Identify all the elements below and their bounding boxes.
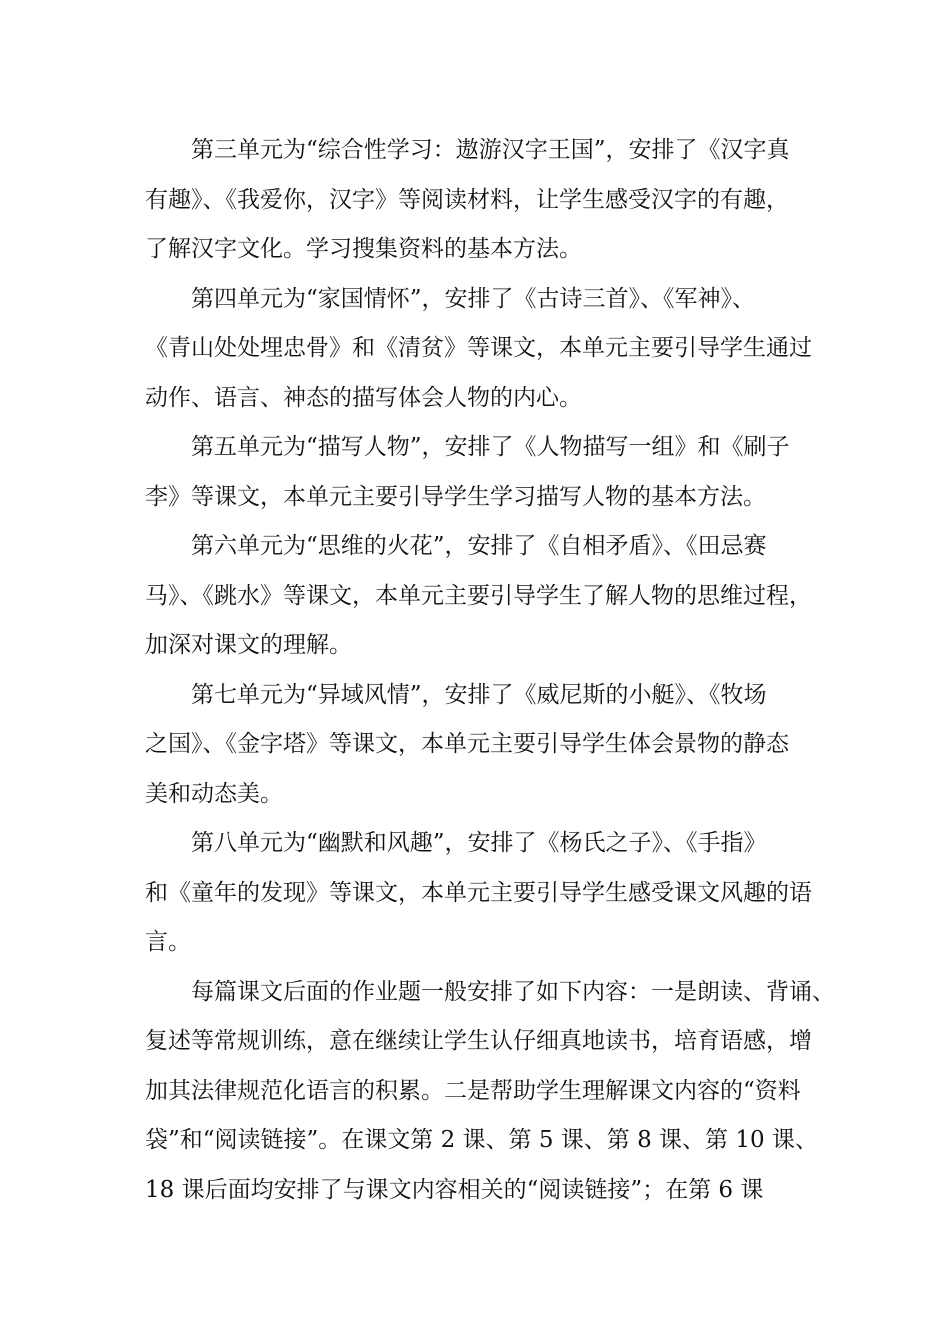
text-line: 马》、《跳水》等课文，本单元主要引导学生了解人物的思维过程，	[145, 582, 812, 609]
paragraph	[145, 819, 830, 968]
paragraph	[145, 423, 830, 522]
text-line: 《青山处处埋忠骨》和《清贫》等课文，本单元主要引导学生通过	[145, 335, 812, 361]
text-line: 第三单元为“综合性学习：遨游汉字王国”，安排了《汉字真	[191, 137, 790, 163]
text-line: 之国》、《金字塔》等课文，本单元主要引导学生体会景物的静态	[145, 731, 789, 757]
text-line: 第七单元为“异域风情”，安排了《威尼斯的小艇》、《牧场	[191, 681, 767, 708]
text-line: 复述等常规训练，意在继续让学生认仔细真地读书，培育语感，增	[145, 1028, 812, 1054]
paragraph	[145, 968, 835, 1216]
text-line: 第四单元为“家国情怀”，安排了《古诗三首》、《军神》、	[191, 285, 756, 312]
text-line: 言。	[145, 929, 191, 955]
text-line: 袋”和“阅读链接”。在课文第 2 课、第 5 课、第 8 课、第 10 课、	[145, 1127, 818, 1153]
paragraph	[145, 522, 830, 671]
paragraph	[145, 671, 830, 820]
document-body	[145, 126, 835, 1215]
paragraph	[145, 126, 830, 275]
text-line: 李》等课文，本单元主要引导学生学习描写人物的基本方法。	[145, 483, 766, 510]
text-line: 了解汉字文化。学习搜集资料的基本方法。	[145, 236, 582, 262]
text-line: 和《童年的发现》等课文，本单元主要引导学生感受课文风趣的语	[145, 879, 812, 906]
text-line: 加深对课文的理解。	[145, 632, 352, 658]
paragraph	[145, 275, 830, 424]
text-line: 每篇课文后面的作业题一般安排了如下内容：一是朗读、背诵、	[191, 978, 835, 1005]
text-line: 有趣》、《我爱你，汉字》等阅读材料，让学生感受汉字的有趣，	[145, 186, 789, 213]
text-line: 美和动态美。	[145, 780, 283, 807]
text-line: 第六单元为“思维的火花”，安排了《自相矛盾》、《田忌赛	[191, 533, 767, 559]
text-line: 第五单元为“描写人物”，安排了《人物描写一组》和《刷子	[191, 434, 790, 460]
text-line: 第八单元为“幽默和风趣”，安排了《杨氏之子》、《手指》	[191, 830, 767, 856]
text-line: 加其法律规范化语言的积累。二是帮助学生理解课文内容的“资料	[145, 1077, 801, 1104]
text-line: 动作、语言、神态的描写体会人物的内心。	[145, 384, 582, 411]
text-line: 18 课后面均安排了与课文内容相关的“阅读链接”；在第 6 课	[145, 1176, 764, 1203]
